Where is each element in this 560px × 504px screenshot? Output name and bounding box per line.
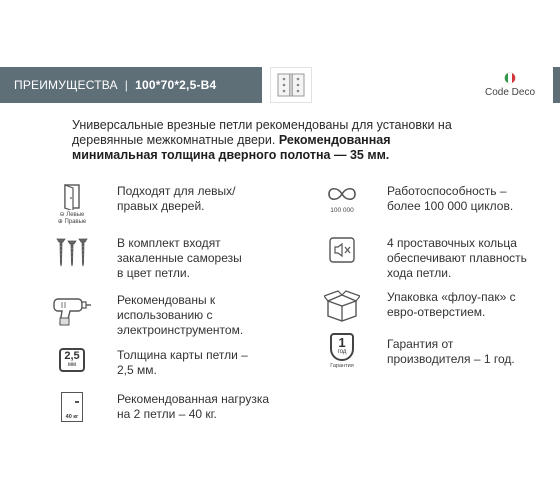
warranty-caption: Гарантия — [330, 363, 354, 369]
intro-regular: Универсальные врезные петли рекомендованы для установки на деревянные межкомнатные двери. — [72, 118, 452, 147]
feature-screws — [52, 236, 247, 281]
feature-load — [52, 392, 277, 422]
feature-thickness — [52, 348, 257, 378]
intro-text — [72, 118, 472, 163]
feature-text: Подходят для левых/правых дверей. — [117, 184, 236, 213]
weight-value: 40 кг — [65, 414, 79, 420]
thickness-value: 2,5 — [64, 350, 80, 362]
infinity-icon — [322, 184, 362, 214]
feature-text: Рекомендованная нагрузка на 2 петли – 40 кг. — [117, 392, 270, 421]
left-label: Левые — [66, 212, 85, 218]
drill-icon — [52, 293, 92, 327]
hinge-icon — [276, 72, 306, 98]
intro-bold: Рекомендованная минимальная толщина дверного полотна — 35 мм. — [72, 133, 391, 162]
feature-text: Упаковка «флоу-пак» с евро-отверстием. — [387, 290, 516, 319]
feature-cycles — [322, 184, 517, 214]
feature-text: В комплект входят закаленные саморезы в цвет петли. — [117, 236, 242, 280]
header-accent-strip — [553, 67, 560, 103]
feature-text: 4 проставочных кольца обеспечивают плавность хода петли. — [387, 236, 527, 280]
brand-name: Code Deco — [484, 87, 536, 98]
header-separator: | — [124, 78, 129, 92]
header-label: ПРЕИМУЩЕСТВА — [14, 78, 118, 92]
header-bar — [0, 67, 262, 103]
warranty-icon — [322, 333, 362, 369]
screws-icon — [52, 236, 92, 268]
door-icon: ⊖ Левые ⊕ Правые — [52, 184, 92, 226]
feature-power-tool — [52, 293, 257, 338]
brand — [470, 72, 550, 98]
header-model: 100*70*2,5-В4 — [135, 78, 217, 92]
package-icon — [322, 290, 362, 322]
feature-text: Рекомендованы к использованию с электроинструментом. — [117, 293, 244, 337]
weight-icon — [52, 392, 92, 422]
feature-smooth — [322, 236, 537, 281]
feature-text: Работоспособность – более 100 000 циклов. — [387, 184, 514, 213]
feature-text: Гарантия от производителя – 1 год. — [387, 337, 515, 366]
hinge-thumbnail — [270, 67, 312, 103]
warranty-value: 1 — [338, 335, 346, 350]
silent-icon — [322, 236, 362, 264]
thickness-icon — [52, 348, 92, 372]
feature-text: Толщина карты петли – 2,5 мм. — [117, 348, 248, 377]
right-label: Правые — [64, 219, 87, 225]
cycles-value: 100 000 — [330, 207, 354, 214]
thickness-unit: мм — [67, 362, 77, 368]
feature-package — [322, 290, 537, 322]
feature-warranty — [322, 333, 537, 369]
warranty-unit: год — [337, 349, 347, 355]
italy-flag-icon — [470, 72, 550, 84]
feature-left-right-doors — [52, 184, 247, 226]
